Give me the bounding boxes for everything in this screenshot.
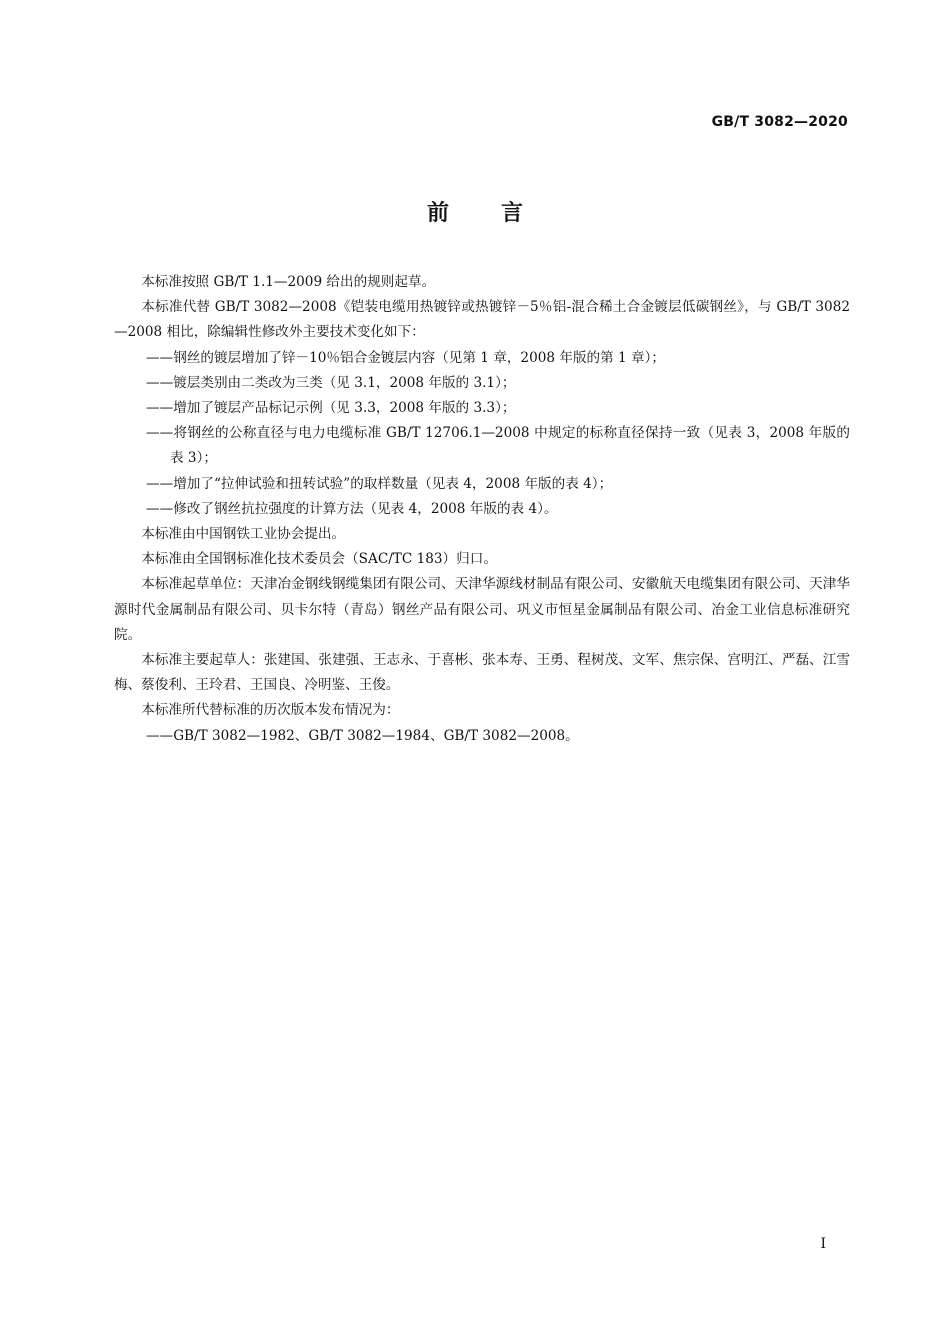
change-item-nominal-diameter: ——将钢丝的公称直径与电力电缆标准 GB/T 12706.1—2008 中规定的标称直径保持一致（见表 3，2008 年版的表 3）； xyxy=(146,425,850,467)
change-item-coating: ——钢丝的镀层增加了锌－10％铝合金镀层内容（见第 1 章，2008 年版的第 1 章）； xyxy=(146,349,665,366)
paragraph-drafting-rules: 本标准按照 GB/T 1.1—2009 给出的规则起草。 xyxy=(141,274,436,290)
page-number: I xyxy=(820,1236,826,1252)
standard-number: GB/T 3082—2020 xyxy=(711,114,848,130)
foreword-body xyxy=(114,270,850,749)
change-item-sampling-quantity: ——增加了“拉伸试验和扭转试验”的取样数量（见表 4，2008 年版的表 4）； xyxy=(146,475,613,492)
change-item-marking-example: ——增加了镀层产品标记示例（见 3.3，2008 年版的 3.3）； xyxy=(146,400,516,417)
change-item-coating-classes: ——镀层类别由二类改为三类（见 3.1，2008 年版的 3.1）； xyxy=(146,374,516,391)
paragraph-drafting-units: 本标准起草单位：天津冶金钢线钢缆集团有限公司、天津华源线材制品有限公司、安徽航天电缆集团有限公司、天津华源时代金属制品有限公司、贝卡尔特（青岛）钢丝产品有限公司、巩义市恒星金属制品有限公司、冶金工业信息标准研究院。 xyxy=(114,576,850,643)
previous-editions-list: ——GB/T 3082—1982、GB/T 3082—1984、GB/T 3082—2008。 xyxy=(146,727,579,744)
paragraph-centralized-by: 本标准由全国钢标准化技术委员会（SAC/TC 183）归口。 xyxy=(141,551,497,568)
change-item-tensile-calculation: ——修改了钢丝抗拉强度的计算方法（见表 4，2008 年版的表 4）。 xyxy=(146,500,558,517)
paragraph-previous-editions: 本标准所代替标准的历次版本发布情况为： xyxy=(141,702,400,719)
paragraph-replacement-statement: 本标准代替 GB/T 3082—2008《铠装电缆用热镀锌或热镀锌－5％铝-混合稀土合金镀层低碳钢丝》，与 GB/T 3082—2008 相比，除编辑性修改外主要技术变化如下： xyxy=(114,299,850,341)
page-title: 前言 xyxy=(426,201,575,226)
paragraph-main-drafters: 本标准主要起草人：张建国、张建强、王志永、于喜彬、张本寿、王勇、程树茂、文军、焦宗保、宫明江、严磊、江雪梅、蔡俊利、王玲君、王国良、冷明鉴、王俊。 xyxy=(114,652,850,694)
paragraph-proposed-by: 本标准由中国钢铁工业协会提出。 xyxy=(141,526,346,543)
